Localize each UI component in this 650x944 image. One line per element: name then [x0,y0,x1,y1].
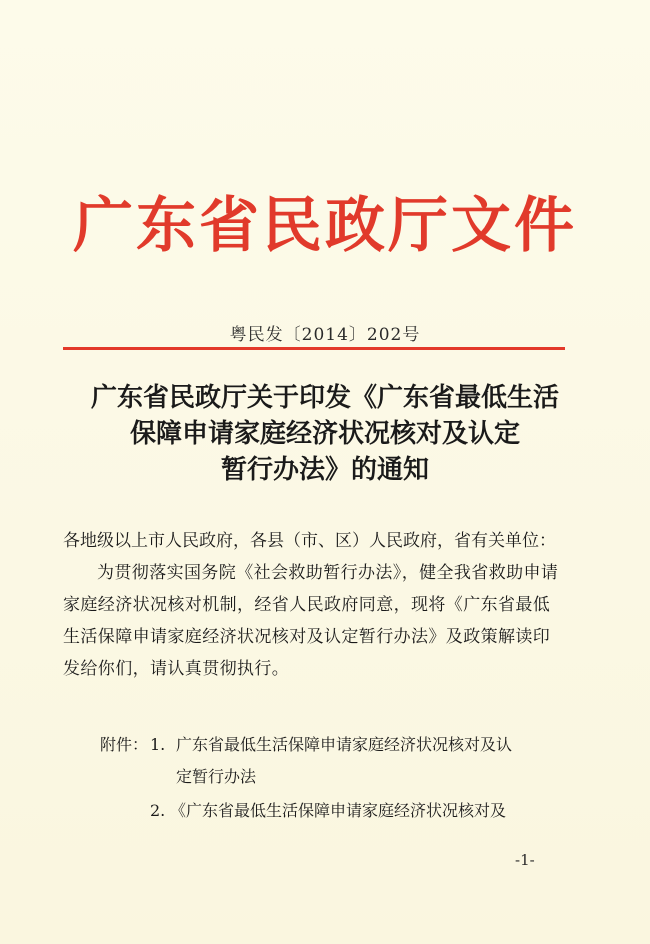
page-number: -1- [515,851,535,869]
title-line: 保障申请家庭经济状况核对及认定 [129,419,520,449]
notice-title [0,380,650,488]
notice-body [63,525,573,685]
paragraph-line: 发给你们，请认真贯彻执行。 [63,659,290,679]
title-line: 暂行办法》的通知 [220,455,429,485]
paragraph-line: 家庭经济状况核对机制，经省人民政府同意，现将《广东省最低 [63,595,551,615]
attachment-2-title: 《广东省最低生活保障申请家庭经济状况核对及 [170,801,507,820]
attachments-label: 附件： [100,735,149,754]
document-number: 粤民发〔2014〕202号 [229,325,421,345]
paragraph-line: 生活保障申请家庭经济状况核对及认定暂行办法》及政策解读印 [63,627,551,647]
masthead-title: 广东省民政厅文件 [73,191,577,261]
paragraph-line: 为贯彻落实国务院《社会救助暂行办法》，健全我省救助申请 [97,563,559,583]
attachment-1-number: 1. [150,735,166,754]
attachment-1-title-cont: 定暂行办法 [176,767,257,786]
title-line: 广东省民政厅关于印发《广东省最低生活 [90,383,559,413]
red-divider-rule [63,347,565,350]
attachment-1-title: 广东省最低生活保障申请家庭经济状况核对及认 [176,735,513,754]
salutation: 各地级以上市人民政府，各县（市、区）人民政府，省有关单位： [63,531,556,551]
attachment-2-number: 2. [150,801,166,820]
